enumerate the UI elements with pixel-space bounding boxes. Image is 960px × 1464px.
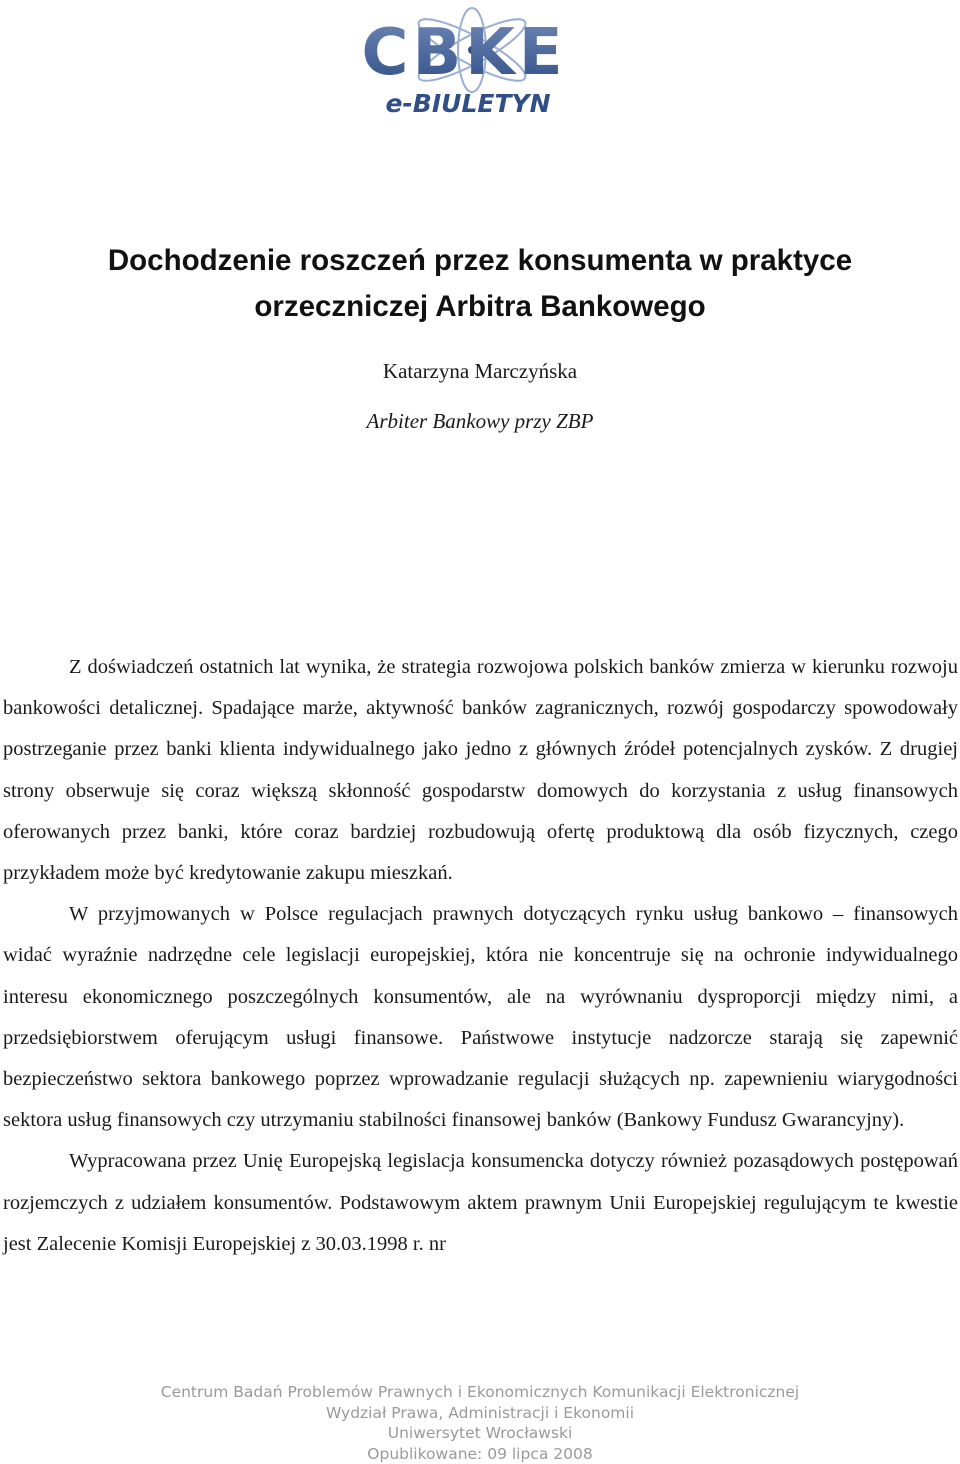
document-title (0, 238, 960, 330)
author-affiliation: Arbiter Bankowy przy ZBP (0, 406, 960, 436)
logo-sub-text: e-BIULETYN (385, 89, 550, 118)
logo-main-text: CBKE (361, 16, 566, 90)
page-footer (0, 1382, 960, 1464)
footer-institution: Centrum Badań Problemów Prawnych i Ekonomicznych Komunikacji Elektronicznej (0, 1382, 960, 1403)
title-line-2: orzeczniczej Arbitra Bankowego (0, 284, 960, 330)
author-name: Katarzyna Marczyńska (0, 356, 960, 386)
paragraph: Z doświadczeń ostatnich lat wynika, że strategia rozwojowa polskich banków zmierza w kierunku rozwoju bankowości detalicznej. Spadające marże, aktywność banków zagranicznych, rozwój gospodarczy spowodowały postrzeganie przez banki klienta indywidualnego jako jedno z głównych źródeł potencjalnych zysków. Z drugiej strony obserwuje się coraz większą skłonność gospodarstw domowych do korzystania z usług finansowych oferowanych przez banki, które coraz bardziej rozbudowują ofertę produktową dla osób fizycznych, czego przykładem może być kredytowanie zakupu mieszkań. (3, 647, 958, 894)
cbke-logo (356, 4, 572, 118)
paragraph: W przyjmowanych w Polsce regulacjach prawnych dotyczących rynku usług bankowo – finansowych widać wyraźnie nadrzędne cele legislacji europejskiej, która nie koncentruje się na ochronie indywidualnego interesu ekonomicznego poszczególnych konsumentów, ale na wyrównaniu dysproporcji między nimi, a przedsiębiorstwem oferującym usługi finansowe. Państwowe instytucje nadzorcze starają się zapewnić bezpieczeństwo sektora bankowego poprzez wprowadzanie regulacji służących np. zapewnieniu wiarygodności sektora usług finansowych czy utrzymaniu stabilności finansowej banków (Bankowy Fundusz Gwarancyjny). (3, 894, 958, 1141)
article-body (3, 647, 958, 1265)
paragraph: Wypracowana przez Unię Europejską legislacja konsumencka dotyczy również pozasądowych postępowań rozjemczych z udziałem konsumentów. Podstawowym aktem prawnym Unii Europejskiej regulującym te kwestie jest Zalecenie Komisji Europejskiej z 30.03.1998 r. nr (3, 1141, 958, 1265)
footer-published-date: Opublikowane: 09 lipca 2008 (0, 1444, 960, 1464)
footer-faculty: Wydział Prawa, Administracji i Ekonomii (0, 1403, 960, 1424)
footer-university: Uniwersytet Wrocławski (0, 1423, 960, 1444)
title-line-1: Dochodzenie roszczeń przez konsumenta w praktyce (0, 238, 960, 284)
